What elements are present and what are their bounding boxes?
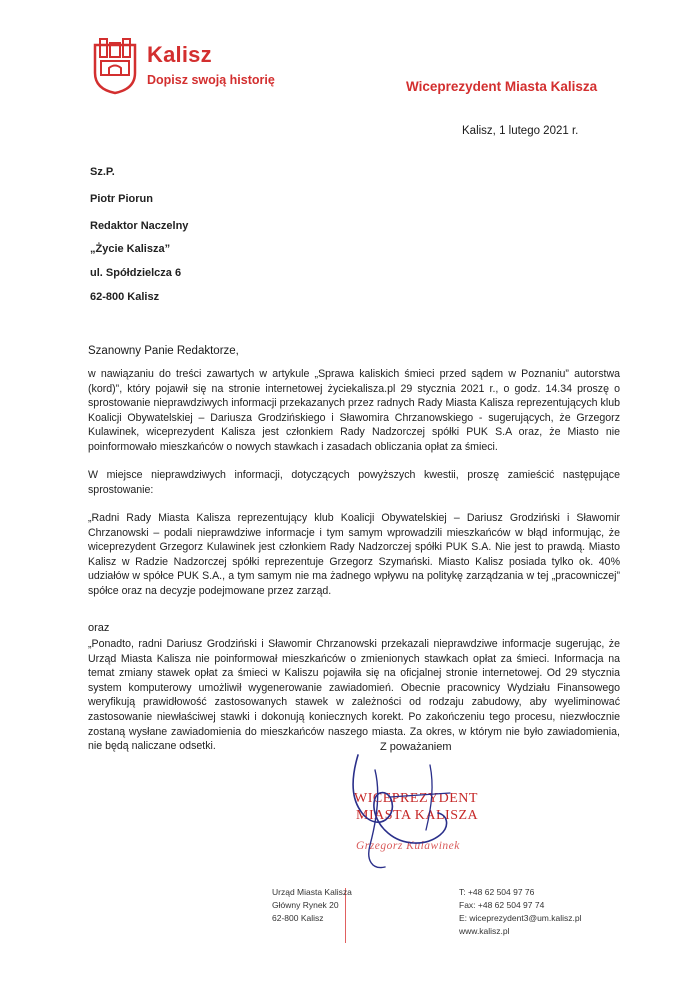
closing-text: Z poważaniem [380, 741, 452, 753]
recipient-line: 62-800 Kalisz [90, 291, 160, 303]
recipient-line: Sz.P. [90, 166, 115, 178]
letter-date: Kalisz, 1 lutego 2021 r. [462, 125, 579, 137]
stamp-title: WICEPREZYDENT [354, 791, 478, 806]
handwritten-signature [330, 735, 480, 885]
header-title: Wiceprezydent Miasta Kalisza [406, 79, 598, 94]
kalisz-logo-icon [92, 35, 138, 95]
recipient-line: „Życie Kalisza” [90, 243, 171, 255]
correction-quote: „Ponadto, radni Dariusz Grodziński i Sławomir Chrzanowski przekazali nieprawdziwe informacje sugerując, że Urząd Miasta Kalisza nie poinformował mieszkańców o zmienionych stawkach opłat za śmieci. Informacja na temat zmiany stawek opłat za śmieci w Kaliszu pojawiła się na oficjalnej stronie internetowej. Od 29 stycznia system komputerowy umożliwił wygenerowanie zawiadomień. Obecnie pracownicy Wydziału Finansowego weryfikują prawidłowość zastosowanych stawek w zależności od rodzaju zabudowy, aby wyeliminować zastosowanie niewłaściwej stawki i dokonują koniecznych korekt. Po zakończeniu tego procesu, niezwłocznie zostaną wysłane zawiadomienia do mieszkańców naszego miasta. Za okres, w którym nie było zawiadomienia, nie będą naliczane odsetki. [88, 638, 620, 753]
stamp-title: MIASTA KALISZA [356, 808, 479, 823]
greeting: Szanowny Panie Redaktorze, [88, 345, 239, 357]
footer-website: www.kalisz.pl [459, 926, 510, 936]
recipient-line: Piotr Piorun [90, 193, 153, 205]
footer-address: Główny Rynek 20 [272, 900, 339, 910]
footer-address: Urząd Miasta Kalisza [272, 887, 352, 897]
stamp-name: Grzegorz Kulawinek [356, 840, 460, 852]
correction-quote: „Radni Rady Miasta Kalisza reprezentujący klub Koalicji Obywatelskiej – Dariusz Grodziński i Sławomir Chrzanowski – podali nieprawdziwe informacje i tym samym wprowadzili mieszkańców w błąd informując, że wiceprezydent Grzegorz Kulawinek jest członkiem Rady Nadzorczej spółki PUK S.A. Nie jest to prawdą. Miasto Kalisz w Radzie Nadzorczej spółki reprezentuje Grzegorz Szymański. Miasto Kalisz posiada tylko ok. 40% udziałów w spółce PUK S.A., a tym samym nie ma żadnego wpływu na politykę zarządzania w tej „pracowniczej” spółce oraz na decyzje podejmowane przez zarząd. [88, 512, 620, 597]
body-paragraph: W miejsce nieprawdziwych informacji, dotyczących powyższych kwestii, proszę zamieścić następujące sprostowanie: [88, 469, 620, 496]
connector-text: oraz [88, 622, 110, 634]
footer-address: 62-800 Kalisz [272, 913, 324, 923]
brand-tagline: Dopisz swoją historię [147, 73, 275, 87]
footer-phone: T: +48 62 504 97 76 [459, 887, 535, 897]
recipient-line: ul. Spółdzielcza 6 [90, 267, 182, 279]
footer-email: E: wiceprezydent3@um.kalisz.pl [459, 913, 582, 923]
footer-fax: Fax: +48 62 504 97 74 [459, 900, 545, 910]
recipient-line: Redaktor Naczelny [90, 220, 189, 232]
body-paragraph: w nawiązaniu do treści zawartych w artykule „Sprawa kaliskich śmieci przed sądem w Poznaniu” autorstwa (kord)”, który pojawił się na stronie internetowej życiekalisza.pl 29 stycznia 2021 r., o godz. 14.34 proszę o sprostowanie nieprawdziwych informacji przekazanych przez radnych Rady Miasta Kalisza reprezentujących klub Koalicji Obywatelskiej – Dariusza Grodzińskiego i Sławomira Chrzanowskiego - sugerujących, że Grzegorz Kulawinek, wiceprezydent Kalisza jest członkiem Rady Nadzorczej spółki PUK S.A oraz, że Miasto nie poinformowało mieszkańców o nowych stawkach i zasadach obliczania opłat za śmieci. [88, 368, 620, 453]
brand-name: Kalisz [147, 42, 212, 67]
